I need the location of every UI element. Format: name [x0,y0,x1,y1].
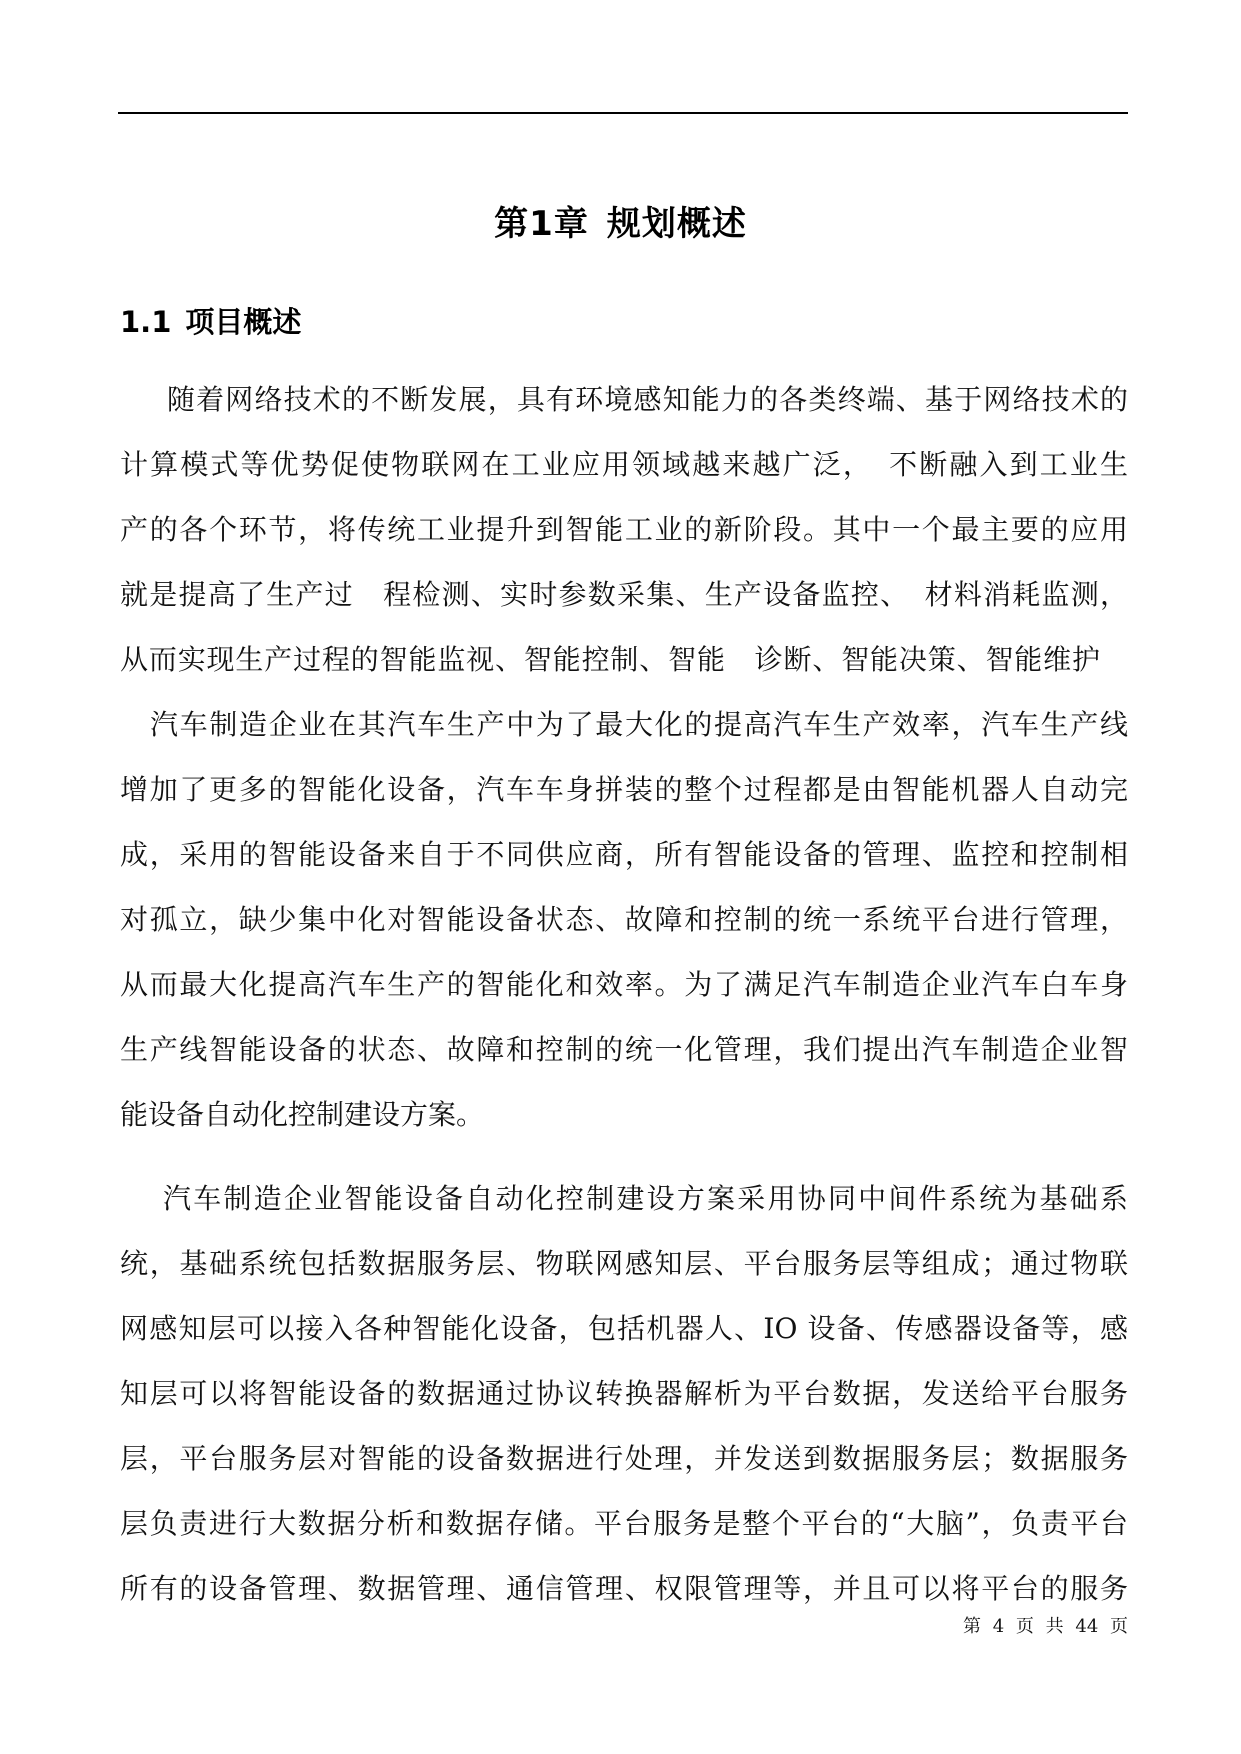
chapter-title [0,196,1241,245]
paragraph-line: 从而最大化提高汽车生产的智能化和效率。为了满足汽车制造企业汽车白车身 [120,968,1128,1001]
paragraph-line: 网感知层可以接入各种智能化设备，包括机器人、IO 设备、传感器设备等，感 [120,1312,1128,1345]
paragraph-line: 生产线智能设备的状态、故障和控制的统一化管理，我们提出汽车制造企业智 [120,1033,1128,1066]
paragraph-line: 汽车制造企业在其汽车生产中为了最大化的提高汽车生产效率，汽车生产线 [150,708,1128,741]
paragraph-line: 知层可以将智能设备的数据通过协议转换器解析为平台数据，发送给平台服务 [120,1377,1128,1410]
paragraph-line: 汽车制造企业智能设备自动化控制建设方案采用协同中间件系统为基础系 [163,1182,1128,1215]
paragraph-line: 增加了更多的智能化设备，汽车车身拼装的整个过程都是由智能机器人自动完 [120,773,1128,806]
paragraph-line: 随着网络技术的不断发展，具有环境感知能力的各类终端、基于网络技术的 [167,383,1128,416]
paragraph-line: 统，基础系统包括数据服务层、物联网感知层、平台服务层等组成；通过物联 [120,1247,1128,1280]
page-footer: 第 4 页 共 44 页 [963,1616,1128,1637]
section-number: 1.1 [120,305,172,339]
paragraph-line: 对孤立，缺少集中化对智能设备状态、故障和控制的统一系统平台进行管理， [120,903,1128,936]
paragraph-line: 从而实现生产过程的智能监视、智能控制、智能 诊断、智能决策、智能维护 [120,643,1100,676]
paragraph-line: 层，平台服务层对智能的设备数据进行处理，并发送到数据服务层；数据服务 [120,1442,1128,1475]
paragraph-line: 成，采用的智能设备来自于不同供应商，所有智能设备的管理、监控和控制相 [120,838,1128,871]
paragraph-line: 产的各个环节，将传统工业提升到智能工业的新阶段。其中一个最主要的应用 [120,513,1128,546]
paragraph-line: 所有的设备管理、数据管理、通信管理、权限管理等，并且可以将平台的服务 [120,1572,1128,1605]
chapter-name: 规划概述 [606,204,747,244]
paragraph-line: 就是提高了生产过 程检测、实时参数采集、生产设备监控、 材料消耗监测， [120,578,1128,611]
chapter-number: 第1章 [494,204,589,244]
section-title [120,300,301,341]
section-name: 项目概述 [185,305,302,339]
paragraph-line: 计算模式等优势促使物联网在工业应用领域越来越广泛， 不断融入到工业生 [120,448,1128,481]
header-rule [118,112,1128,114]
paragraph-line: 层负责进行大数据分析和数据存储。平台服务是整个平台的“大脑”，负责平台 [120,1507,1128,1540]
paragraph-line: 能设备自动化控制建设方案。 [120,1098,485,1131]
